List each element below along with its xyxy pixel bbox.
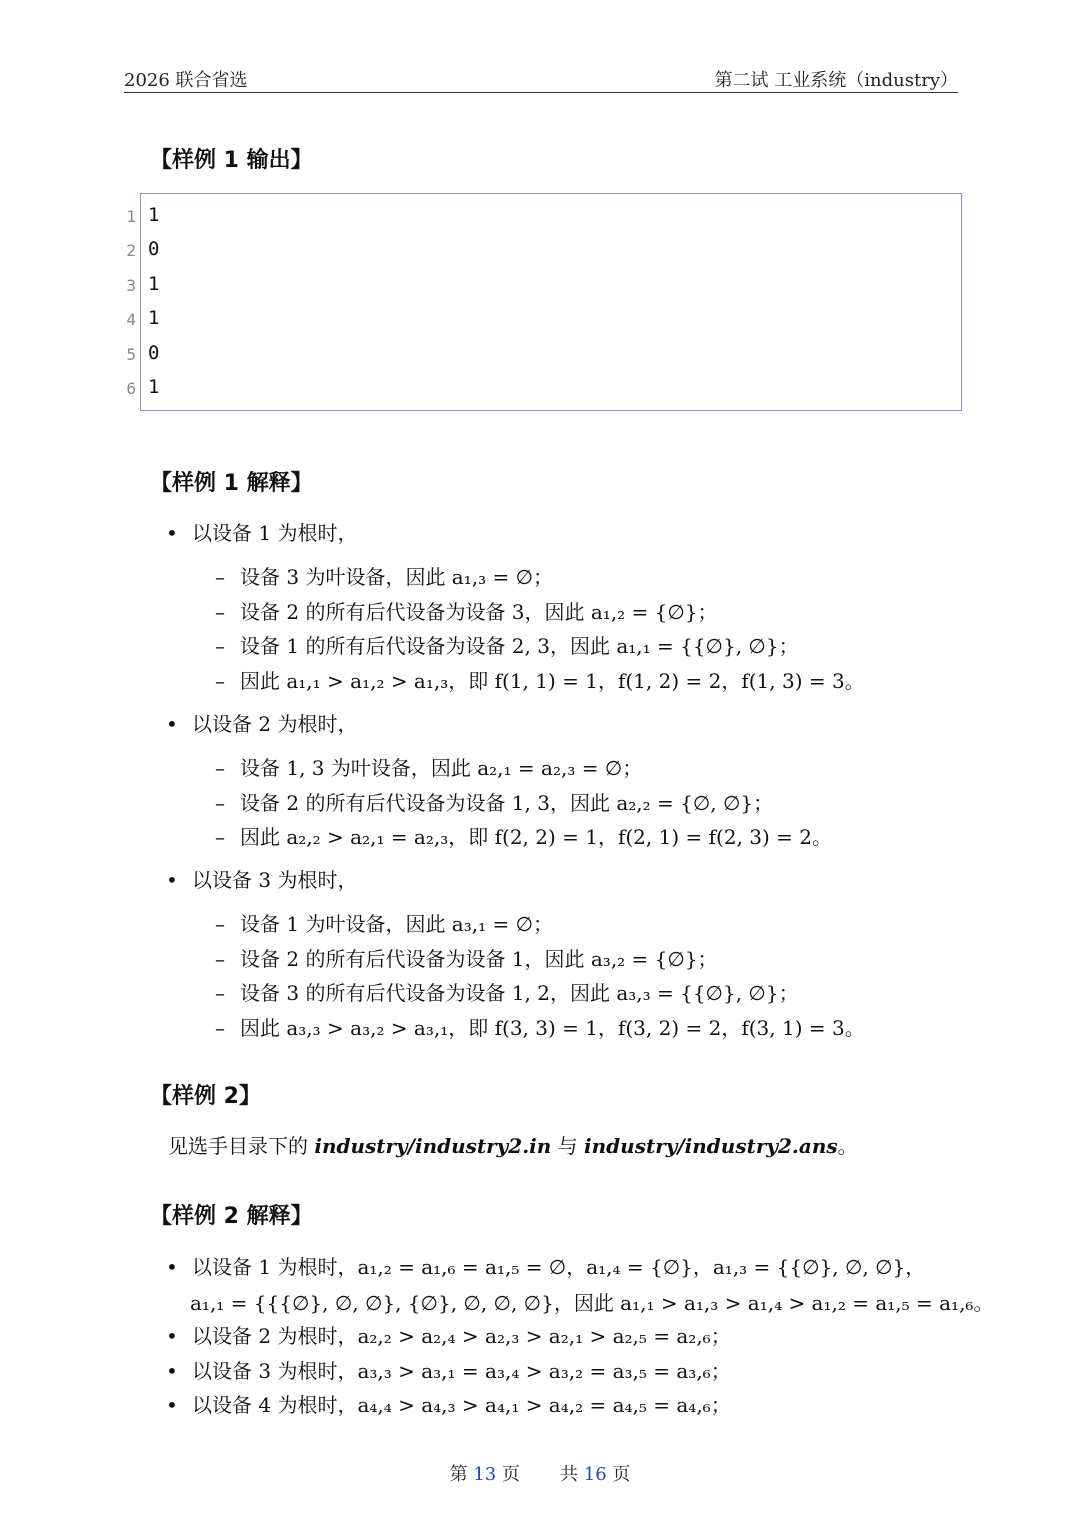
bullet-item: • 以设备 1 为根时，a₁,₂ = a₁,₆ = a₁,₅ = ∅，a₁,₄ = {∅}，a₁,₃ = {{∅}, ∅, ∅}，	[166, 1255, 926, 1279]
bullet-item: • 以设备 4 为根时，a₄,₄ > a₄,₃ > a₄,₁ > a₄,₂ = a₄,₅ = a₄,₆；	[166, 1393, 731, 1417]
header-contest: 2026 联合省选	[124, 70, 248, 91]
sub-item: – 设备 2 的所有后代设备为设备 3，因此 a₁,₂ = {∅}；	[215, 600, 718, 624]
bullet-label: 以设备 2 为根时，	[192, 712, 358, 736]
page-number: 13	[473, 1464, 497, 1485]
line-number: 3	[126, 276, 136, 295]
sub-item: – 因此 a₃,₃ > a₃,₂ > a₃,₁，即 f(3, 3) = 1，f(3, 2) = 2，f(3, 1) = 3。	[215, 1016, 865, 1040]
file-in: industry/industry2.in	[314, 1134, 552, 1158]
sample2-title: 【样例 2】	[150, 1084, 261, 1109]
bullet-root2: • 以设备 2 为根时，	[166, 712, 358, 736]
bullet-continuation: a₁,₁ = {{{∅}, ∅, ∅}, {∅}, ∅, ∅, ∅}，因此 a₁,₁ > a₁,₃ > a₁,₄ > a₁,₂ = a₁,₅ = a₁,₆。	[190, 1291, 994, 1315]
sub-item: – 设备 2 的所有后代设备为设备 1, 3，因此 a₂,₂ = {∅, ∅}；	[215, 791, 774, 815]
line-number: 1	[126, 207, 136, 226]
sub-item: – 设备 3 为叶设备，因此 a₁,₃ = ∅；	[215, 565, 554, 589]
code-line: 1	[148, 307, 160, 329]
sub-item: – 设备 3 的所有后代设备为设备 1, 2，因此 a₃,₃ = {{∅}, ∅}；	[215, 981, 799, 1005]
code-line: 0	[148, 238, 160, 260]
sample2-explain-title: 【样例 2 解释】	[150, 1204, 313, 1229]
code-line: 1	[148, 273, 160, 295]
line-number: 5	[126, 345, 136, 364]
header-problem: 第二试 工业系统（industry）	[714, 70, 958, 91]
code-line: 0	[148, 342, 160, 364]
bullet-item: • 以设备 3 为根时，a₃,₃ > a₃,₁ = a₃,₄ > a₃,₂ = a₃,₅ = a₃,₆；	[166, 1359, 731, 1383]
line-number: 2	[126, 241, 136, 260]
bullet-label: 以设备 1 为根时，	[192, 521, 358, 545]
code-line: 1	[148, 204, 160, 226]
bullet-root3: • 以设备 3 为根时，	[166, 868, 358, 892]
sub-item: – 设备 1 的所有后代设备为设备 2, 3，因此 a₁,₁ = {{∅}, ∅}；	[215, 634, 799, 658]
page-header	[124, 62, 958, 93]
file-ans: industry/industry2.ans	[584, 1134, 838, 1158]
sub-item: – 设备 1, 3 为叶设备，因此 a₂,₁ = a₂,₃ = ∅；	[215, 756, 643, 780]
line-number: 6	[126, 379, 136, 398]
bullet-label: 以设备 3 为根时，	[192, 868, 358, 892]
bullet-item: • 以设备 2 为根时，a₂,₂ > a₂,₄ > a₂,₃ > a₂,₁ > a₂,₅ = a₂,₆；	[166, 1324, 731, 1348]
sub-item: – 设备 1 为叶设备，因此 a₃,₁ = ∅；	[215, 912, 554, 936]
sample2-text: 见选手目录下的 industry/industry2.in 与 industry/industry2.ans。	[168, 1134, 858, 1158]
sub-item: – 设备 2 的所有后代设备为设备 1，因此 a₃,₂ = {∅}；	[215, 947, 718, 971]
sample1-output-codebox	[140, 193, 962, 411]
sub-item: – 因此 a₁,₁ > a₁,₂ > a₁,₃，即 f(1, 1) = 1，f(1, 2) = 2，f(1, 3) = 3。	[215, 669, 865, 693]
sample1-output-title: 【样例 1 输出】	[150, 148, 313, 173]
sub-item: – 因此 a₂,₂ > a₂,₁ = a₂,₃，即 f(2, 2) = 1，f(2, 1) = f(2, 3) = 2。	[215, 825, 832, 849]
bullet-root1: • 以设备 1 为根时，	[166, 521, 358, 545]
sample1-explain-title: 【样例 1 解释】	[150, 471, 313, 496]
page-footer: 第 13 页 共 16 页	[449, 1464, 631, 1485]
line-number: 4	[126, 310, 136, 329]
total-pages: 16	[583, 1464, 607, 1485]
code-line: 1	[148, 376, 160, 398]
